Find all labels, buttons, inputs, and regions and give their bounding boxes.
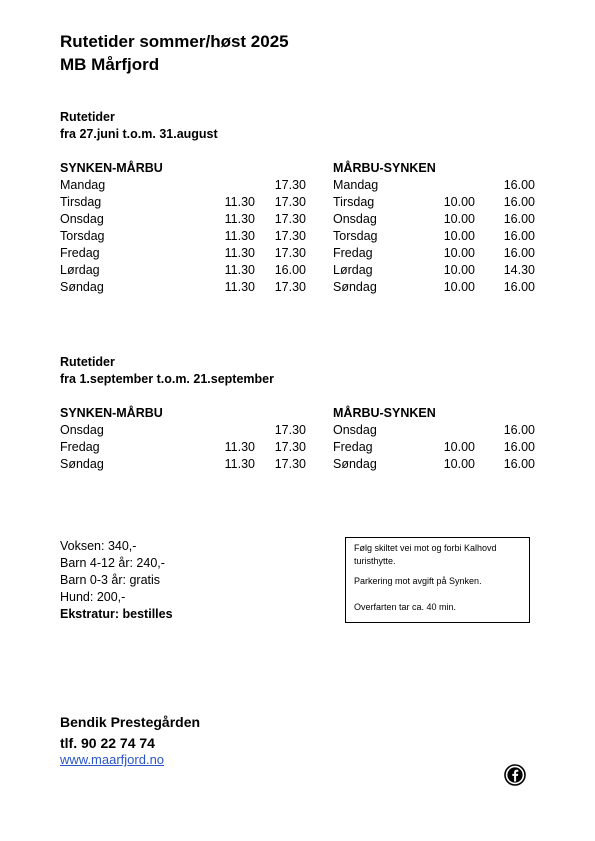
schedule-day: Tirsdag xyxy=(333,195,375,209)
schedule-day: Mandag xyxy=(60,178,106,192)
departure-time-1: 11.30 xyxy=(224,246,255,260)
schedule-row xyxy=(0,262,595,279)
schedule-day: Onsdag xyxy=(333,423,377,437)
departure-time-1: 11.30 xyxy=(224,229,255,243)
departure-time-2: 17.30 xyxy=(274,280,306,294)
departure-time-1: 11.30 xyxy=(224,457,255,471)
facebook-icon[interactable] xyxy=(504,764,526,786)
schedule-day: Fredag xyxy=(333,246,373,260)
period1-range: fra 27.juni t.o.m. 31.august xyxy=(60,127,218,141)
schedule-day: Mandag xyxy=(333,178,379,192)
departure-time-1: 10.00 xyxy=(443,263,475,277)
departure-time-1: 11.30 xyxy=(224,440,255,454)
departure-time-1: 11.30 xyxy=(224,195,255,209)
departure-time-2: 17.30 xyxy=(274,178,306,192)
schedule-day: Torsdag xyxy=(333,229,378,243)
schedule-day: Søndag xyxy=(333,457,377,471)
schedule-row xyxy=(0,279,595,296)
period1-right-title: MÅRBU-SYNKEN xyxy=(333,161,436,175)
schedule-day: Tirsdag xyxy=(60,195,102,209)
schedule-row xyxy=(0,439,595,456)
schedule-day: Søndag xyxy=(333,280,377,294)
schedule-row xyxy=(0,177,595,194)
price-extra: Ekstratur: bestilles xyxy=(60,607,173,621)
page-title: Rutetider sommer/høst 2025 xyxy=(60,32,289,51)
contact-name: Bendik Prestegården xyxy=(60,714,201,730)
schedule-day: Lørdag xyxy=(60,263,100,277)
departure-time-2: 17.30 xyxy=(274,212,306,226)
info-parking: Parkering mot avgift på Synken. xyxy=(354,576,482,586)
departure-time-1: 10.00 xyxy=(443,280,475,294)
departure-time-2: 16.00 xyxy=(503,229,535,243)
price-infant: Barn 0-3 år: gratis xyxy=(60,573,161,587)
departure-time-1: 11.30 xyxy=(224,212,255,226)
info-box xyxy=(345,537,530,623)
departure-time-2: 16.00 xyxy=(503,280,535,294)
departure-time-1: 10.00 xyxy=(443,440,475,454)
departure-time-2: 17.30 xyxy=(274,229,306,243)
departure-time-2: 16.00 xyxy=(503,423,535,437)
departure-time-1: 11.30 xyxy=(224,263,255,277)
departure-time-2: 16.00 xyxy=(503,195,535,209)
departure-time-1: 10.00 xyxy=(443,229,475,243)
departure-time-2: 14.30 xyxy=(503,263,535,277)
page-subtitle: MB Mårfjord xyxy=(60,55,160,74)
departure-time-1: 10.00 xyxy=(443,195,475,209)
departure-time-2: 17.30 xyxy=(274,195,306,209)
schedule-row xyxy=(0,228,595,245)
departure-time-2: 17.30 xyxy=(274,246,306,260)
price-dog: Hund: 200,- xyxy=(60,590,126,604)
departure-time-2: 17.30 xyxy=(274,423,306,437)
departure-time-2: 16.00 xyxy=(274,263,306,277)
schedule-row xyxy=(0,245,595,262)
schedule-day: Søndag xyxy=(60,280,104,294)
price-adult: Voksen: 340,- xyxy=(60,539,137,553)
schedule-row xyxy=(0,456,595,473)
schedule-day: Onsdag xyxy=(333,212,377,226)
schedule-day: Onsdag xyxy=(60,423,104,437)
schedule-day: Fredag xyxy=(60,440,100,454)
schedule-day: Lørdag xyxy=(333,263,373,277)
info-directions: Følg skiltet vei mot og forbi Kalhovd turisthytte. xyxy=(354,543,497,566)
schedule-day: Søndag xyxy=(60,457,104,471)
period2-heading: Rutetider xyxy=(60,355,115,369)
period1-heading: Rutetider xyxy=(60,110,115,124)
schedule-row xyxy=(0,211,595,228)
contact-phone: tlf. 90 22 74 74 xyxy=(60,735,155,751)
website-link[interactable]: www.maarfjord.no xyxy=(60,752,165,767)
period1-left-title: SYNKEN-MÅRBU xyxy=(60,161,163,175)
departure-time-2: 16.00 xyxy=(503,212,535,226)
schedule-day: Onsdag xyxy=(60,212,104,226)
departure-time-2: 16.00 xyxy=(503,457,535,471)
departure-time-1: 10.00 xyxy=(443,246,475,260)
info-duration: Overfarten tar ca. 40 min. xyxy=(354,602,457,612)
period2-right-title: MÅRBU-SYNKEN xyxy=(333,406,436,420)
period2-left-title: SYNKEN-MÅRBU xyxy=(60,406,163,420)
departure-time-1: 10.00 xyxy=(443,457,475,471)
departure-time-2: 16.00 xyxy=(503,178,535,192)
departure-time-1: 10.00 xyxy=(443,212,475,226)
departure-time-2: 17.30 xyxy=(274,440,306,454)
departure-time-2: 16.00 xyxy=(503,440,535,454)
price-child: Barn 4-12 år: 240,- xyxy=(60,556,165,570)
schedule-row xyxy=(0,194,595,211)
schedule-day: Torsdag xyxy=(60,229,105,243)
departure-time-1: 11.30 xyxy=(224,280,255,294)
schedule-day: Fredag xyxy=(60,246,100,260)
schedule-row xyxy=(0,422,595,439)
departure-time-2: 16.00 xyxy=(503,246,535,260)
departure-time-2: 17.30 xyxy=(274,457,306,471)
schedule-day: Fredag xyxy=(333,440,373,454)
period2-range: fra 1.september t.o.m. 21.september xyxy=(60,372,274,386)
